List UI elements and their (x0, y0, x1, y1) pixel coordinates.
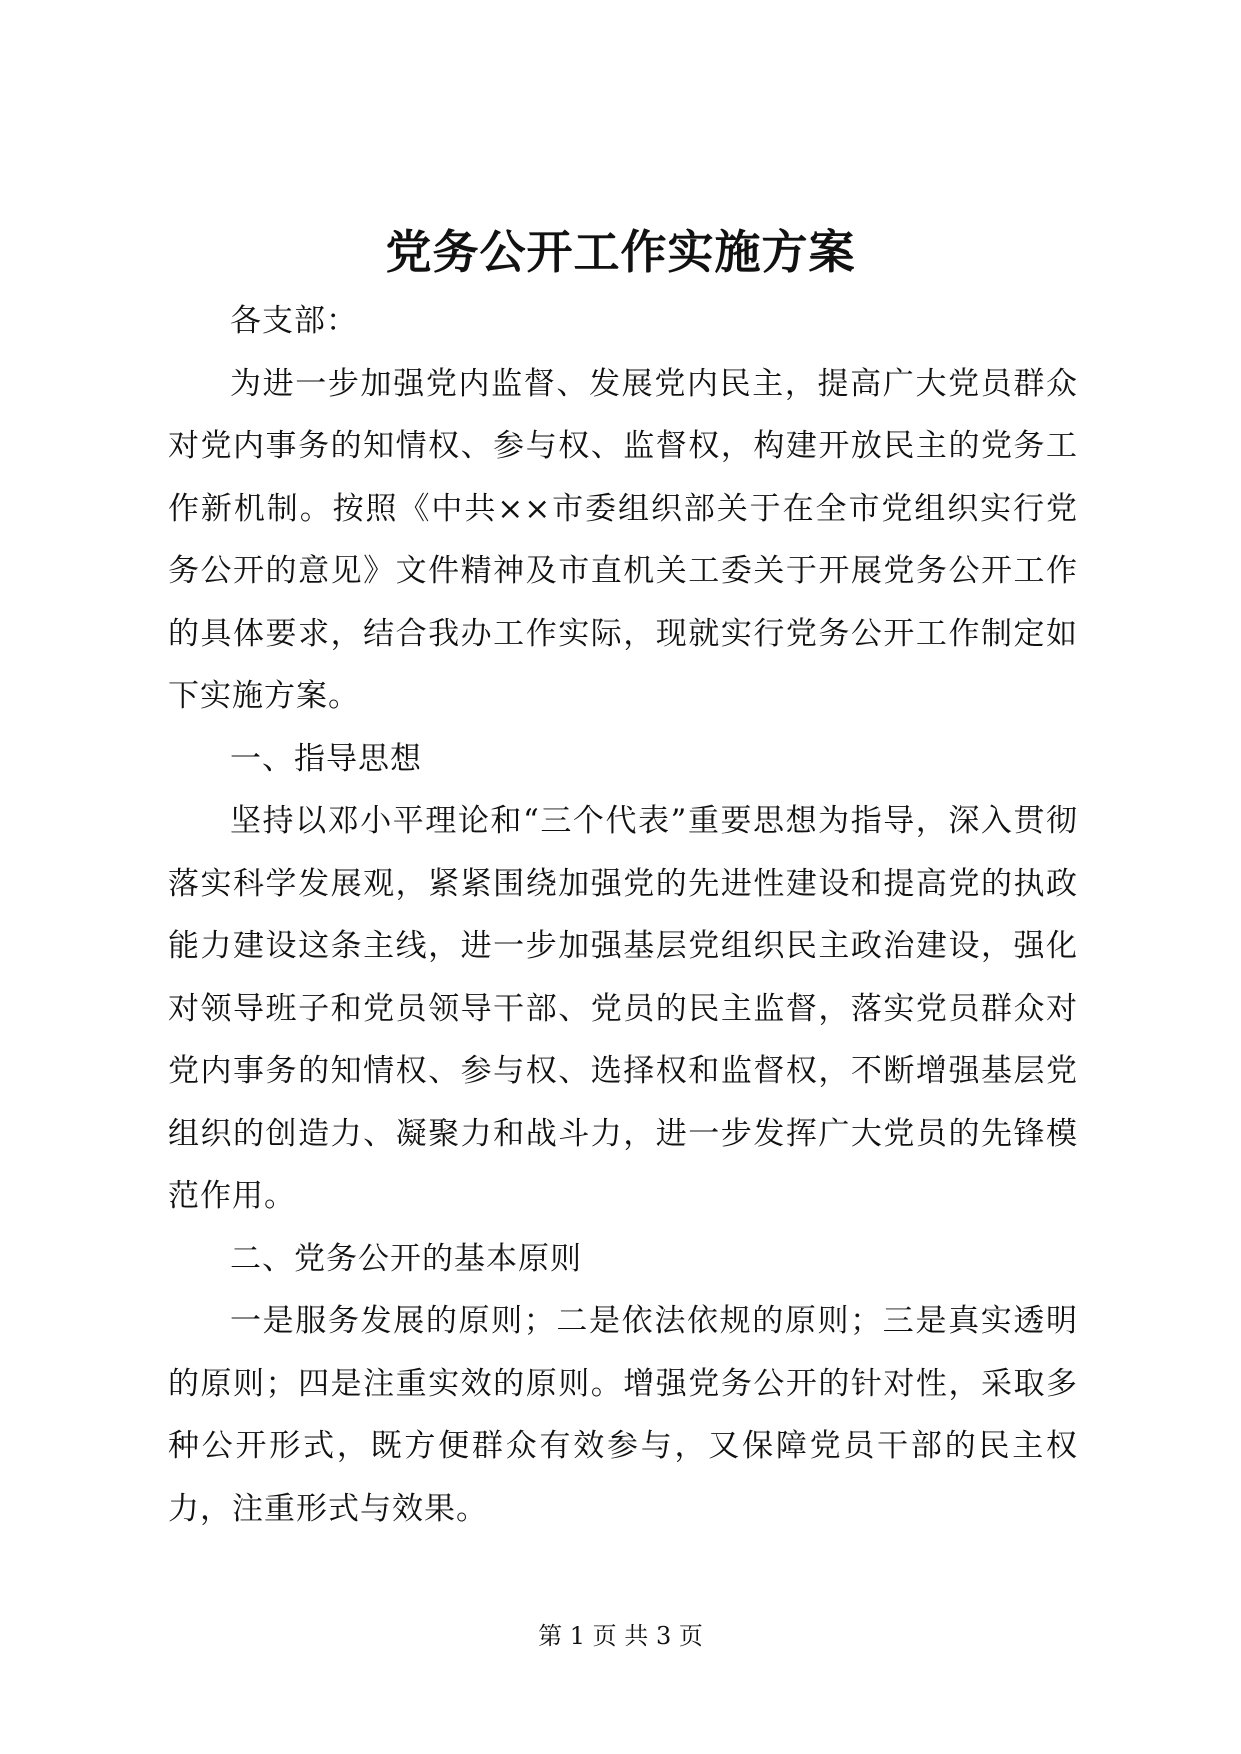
document-body (168, 290, 1078, 1540)
section-heading-guiding-ideology: 一、指导思想 (230, 740, 422, 777)
body-paragraph-guiding-ideology: 坚持以邓小平理论和“三个代表”重要思想为指导，深入贯彻落实科学发展观，紧紧围绕加强党的先进性建设和提高党的执政能力建设这条主线，进一步加强基层党组织民主政治建设，强化对领导班子和党员领导干部、党员的民主监督，落实党员群众对党内事务的知情权、参与权、选择权和监督权，不断增强基层党组织的创造力、凝聚力和战斗力，进一步发挥广大党员的先锋模范作用。 (168, 803, 1078, 1214)
section-heading-basic-principles: 二、党务公开的基本原则 (230, 1240, 582, 1277)
document-title: 党务公开工作实施方案 (385, 225, 856, 279)
salutation: 各支部： (230, 303, 358, 339)
body-paragraph-basic-principles: 一是服务发展的原则；二是依法依规的原则；三是真实透明的原则；四是注重实效的原则。增强党务公开的针对性，采取多种公开形式，既方便群众有效参与，又保障党员干部的民主权力，注重形式与效果。 (168, 1303, 1078, 1527)
body-paragraph-intro: 为进一步加强党内监督、发展党内民主，提高广大党员群众对党内事务的知情权、参与权、监督权，构建开放民主的党务工作新机制。按照《中共××市委组织部关于在全市党组织实行党务公开的意见》文件精神及市直机关工委关于开展党务公开工作的具体要求，结合我办工作实际，现就实行党务公开工作制定如下实施方案。 (168, 365, 1078, 714)
page-number-footer: 第 1 页 共 3 页 (538, 1622, 703, 1650)
